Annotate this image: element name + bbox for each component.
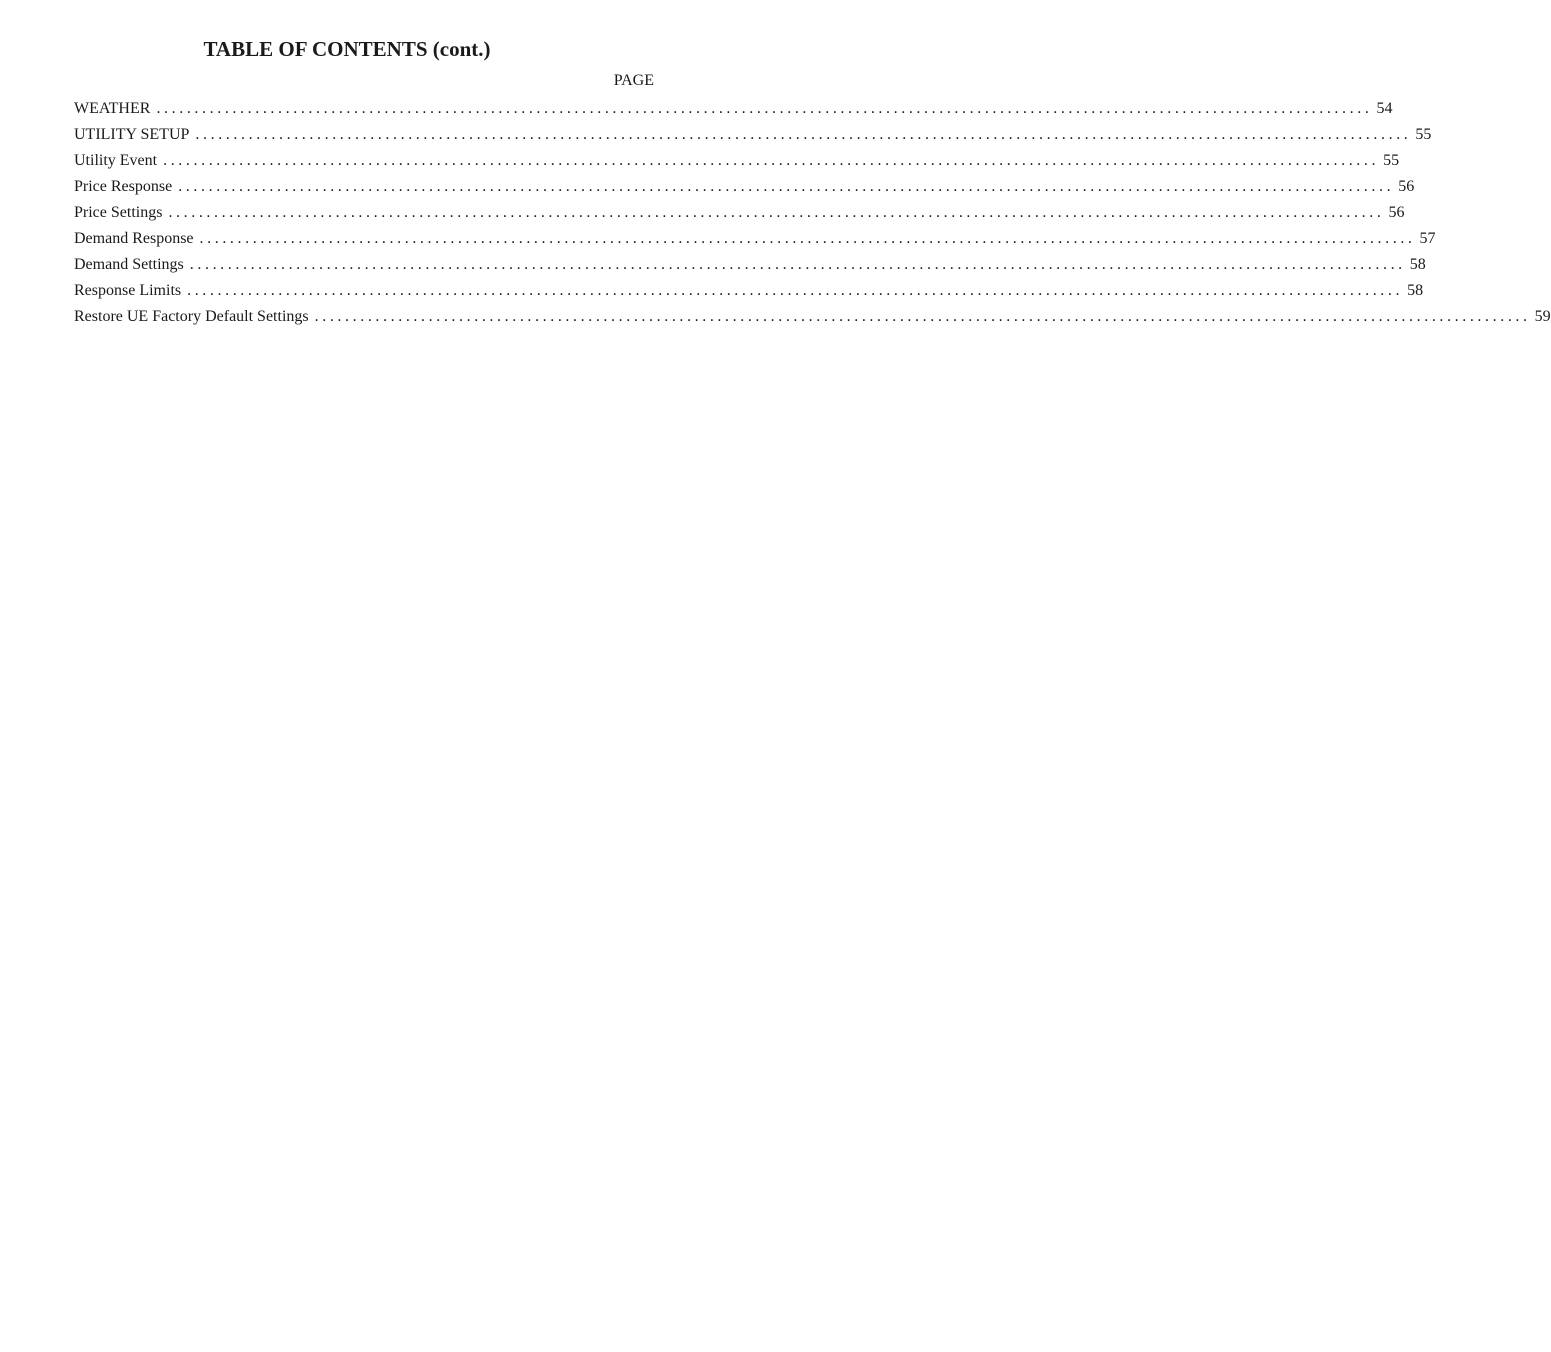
toc-entry-page: 57 bbox=[1419, 230, 1436, 247]
dot-leader: ................................................................................................................................................................ bbox=[178, 178, 1395, 195]
toc-entry-label: Price Response bbox=[74, 178, 173, 195]
toc-entry bbox=[74, 176, 1415, 202]
toc-entry-page: 55 bbox=[1383, 152, 1400, 169]
toc-entry-label: Demand Response bbox=[74, 230, 194, 247]
toc-entry-label: WEATHER bbox=[74, 100, 151, 117]
toc-entry-page: 54 bbox=[1376, 100, 1393, 117]
dot-leader: ................................................................................................................................................................ bbox=[314, 308, 1531, 325]
dot-leader: ................................................................................................................................................................ bbox=[195, 126, 1412, 143]
toc-entry bbox=[74, 124, 1432, 150]
toc-entry-label: Price Settings bbox=[74, 204, 163, 221]
toc-entry bbox=[74, 202, 1405, 228]
toc-entry-label: Restore UE Factory Default Settings bbox=[74, 308, 309, 325]
toc-entry-label: UTILITY SETUP bbox=[74, 126, 190, 143]
toc-entry bbox=[74, 228, 1436, 254]
toc-entry bbox=[74, 306, 1551, 332]
dot-leader: ................................................................................................................................................................ bbox=[168, 204, 1385, 221]
dot-leader: ................................................................................................................................................................ bbox=[187, 282, 1404, 299]
toc-entry-page: 55 bbox=[1415, 126, 1432, 143]
toc-entry-label: Utility Event bbox=[74, 152, 158, 169]
page-column-heading: PAGE bbox=[613, 72, 654, 89]
dot-leader: ................................................................................................................................................................ bbox=[199, 230, 1416, 247]
toc-list bbox=[74, 98, 1551, 332]
dot-leader: ................................................................................................................................................................ bbox=[163, 152, 1380, 169]
toc-entry-label: Demand Settings bbox=[74, 256, 184, 273]
toc-entry bbox=[74, 150, 1400, 176]
toc-entry bbox=[74, 254, 1426, 280]
toc-entry-page: 56 bbox=[1388, 204, 1405, 221]
toc-entry-page: 58 bbox=[1407, 282, 1424, 299]
toc-entry-page: 56 bbox=[1398, 178, 1415, 195]
toc-entry bbox=[74, 280, 1424, 306]
dot-leader: ................................................................................................................................................................ bbox=[156, 100, 1373, 117]
dot-leader: ................................................................................................................................................................ bbox=[189, 256, 1406, 273]
toc-entry-label: Response Limits bbox=[74, 282, 182, 299]
toc-entry-page: 59 bbox=[1534, 308, 1551, 325]
toc-entry bbox=[74, 98, 1393, 124]
toc-entry-page: 58 bbox=[1409, 256, 1426, 273]
page-title: TABLE OF CONTENTS (cont.) bbox=[203, 37, 491, 61]
